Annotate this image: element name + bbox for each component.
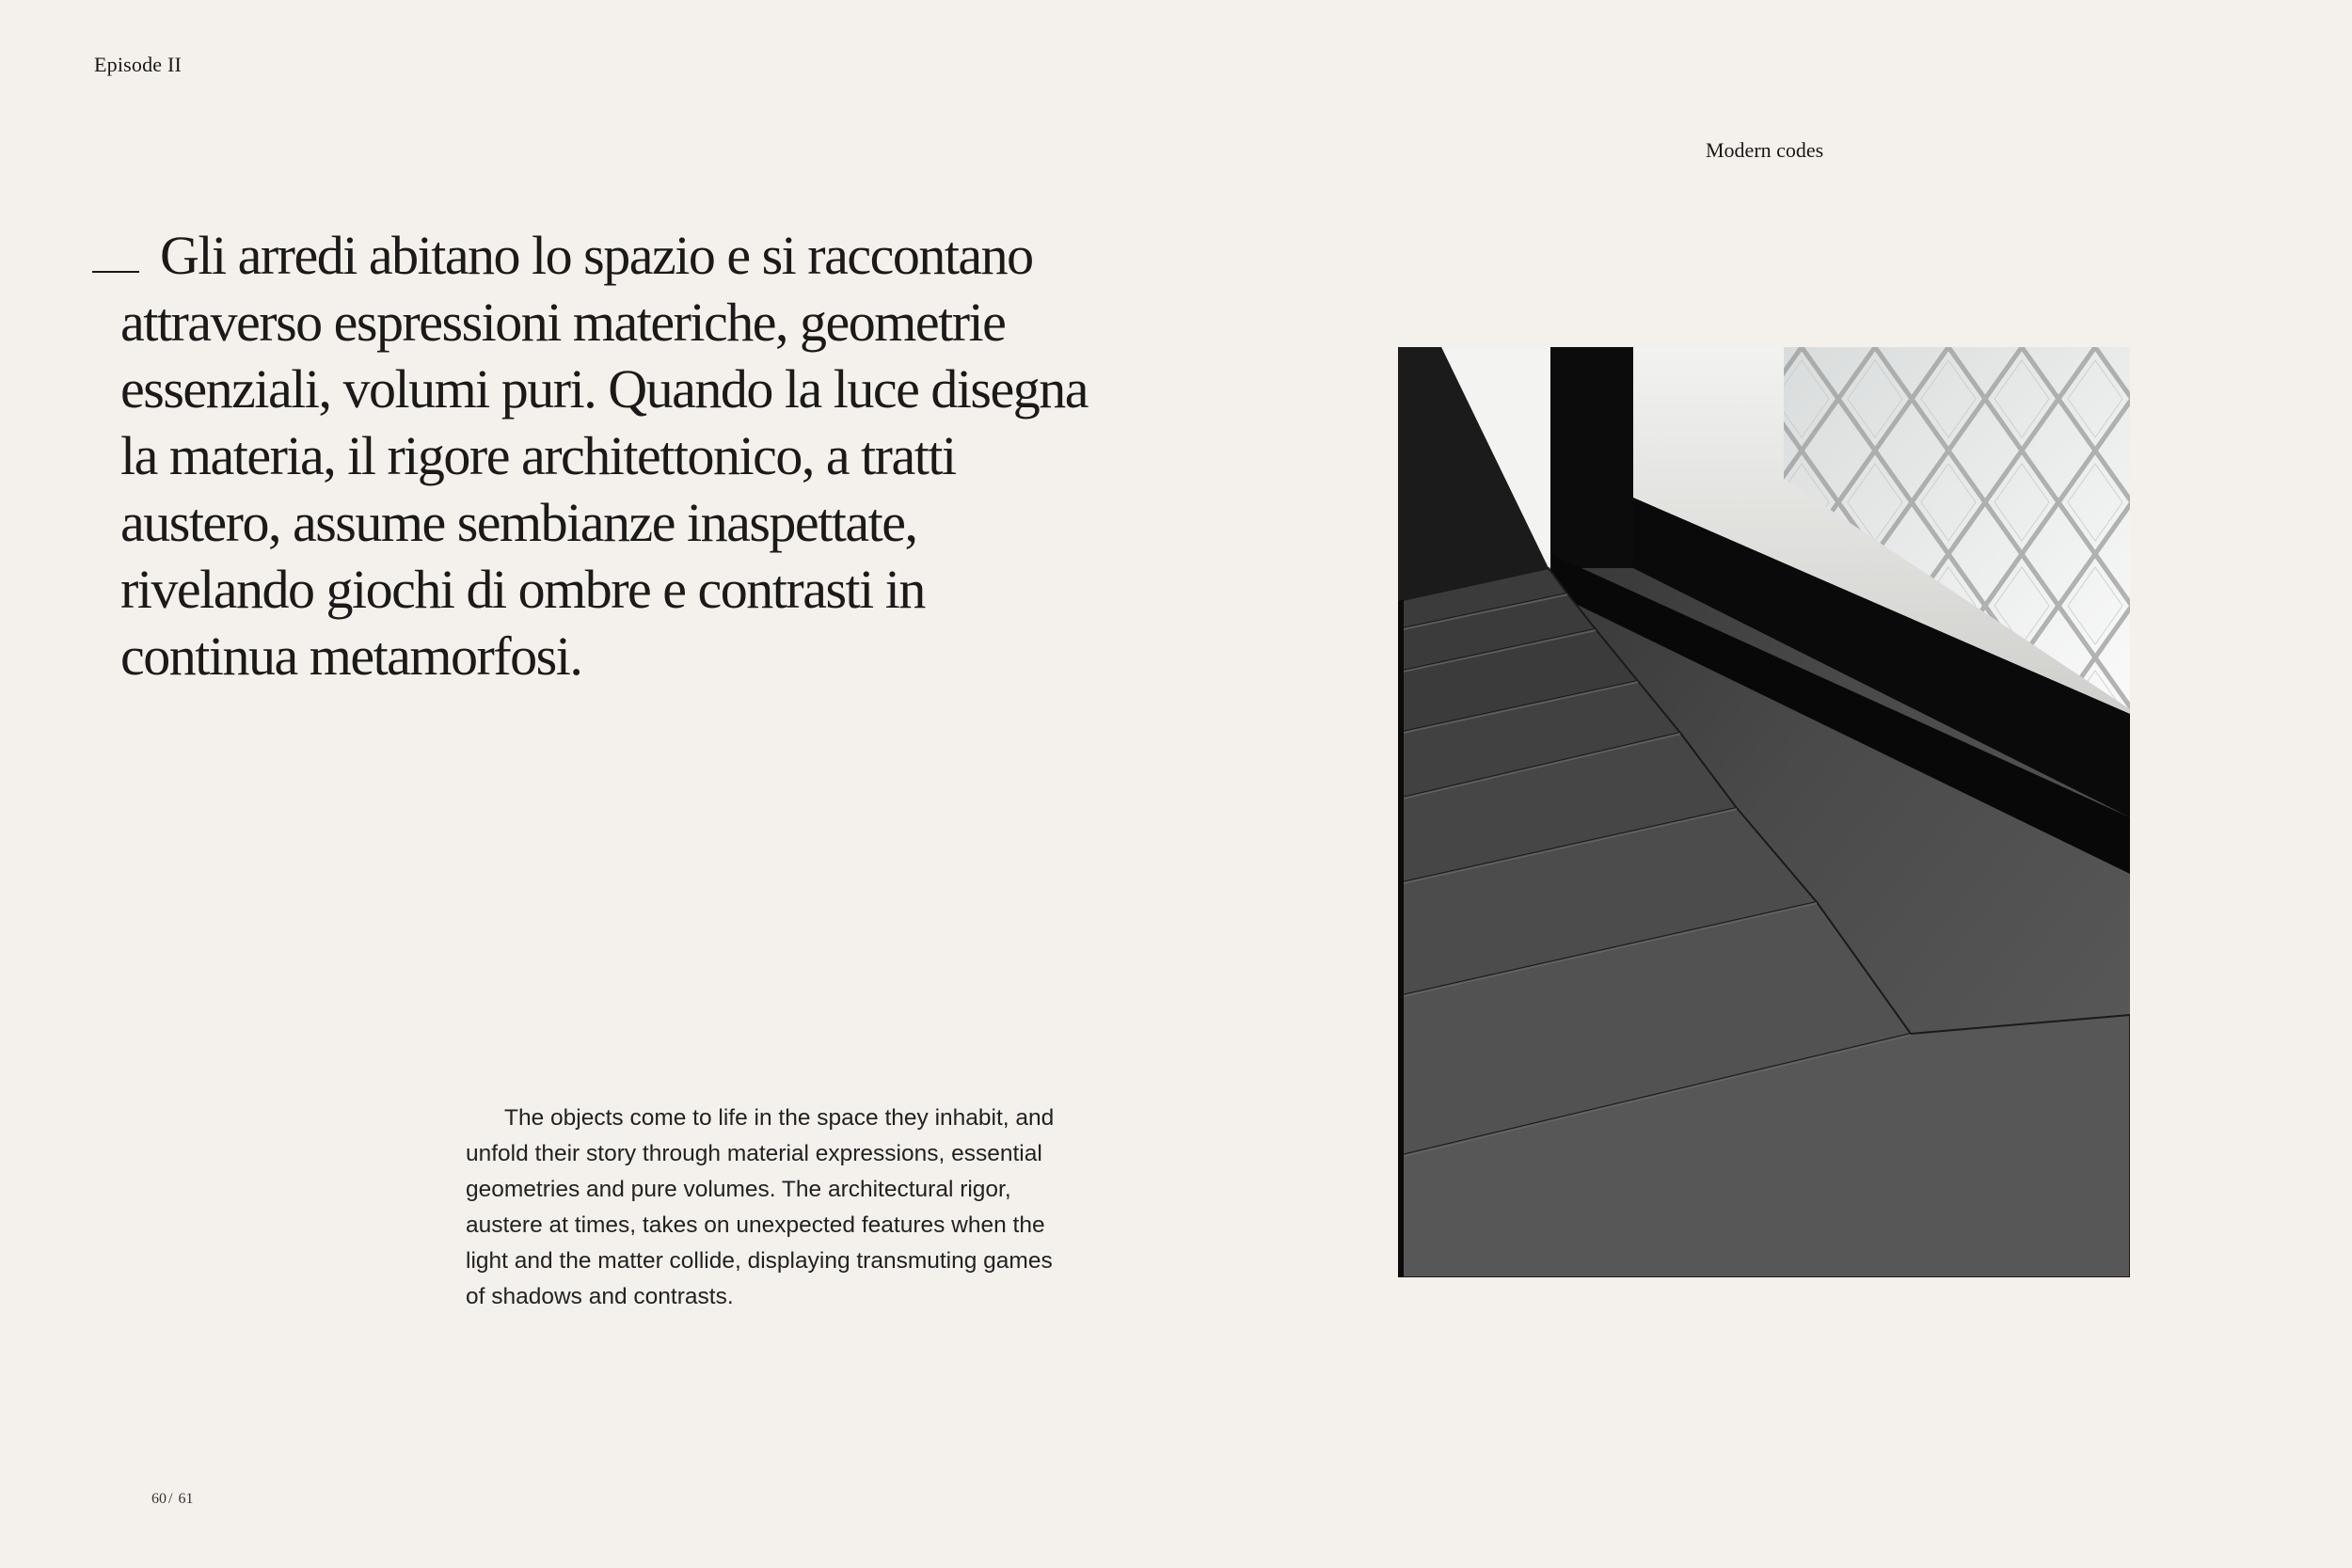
episode-label: Episode II: [94, 53, 183, 76]
page-number-left: 60: [151, 1491, 167, 1507]
page-separator: /: [168, 1491, 173, 1507]
section-label: Modern codes: [1706, 138, 1824, 162]
page-numbers: [151, 1491, 193, 1508]
pull-quote: Gli arredi abitano lo spazio e si raccontano attraverso espressioni materiche, geometrie essenziali, volumi puri. Quando la luce disegna la materia, il rigore architettonico, a tratti austero, assume sembianze inaspettate, rivelando giochi di ombre e contrasti in continua metamorfosi.: [120, 225, 1088, 687]
staircase-photo: [1398, 347, 2130, 1277]
page-number-right: 61: [178, 1491, 194, 1507]
body-text-en: The objects come to life in the space they inhabit, and unfold their story through material expressions, essential geometries and pure volumes. The architectural rigor, austere at times, takes on unexpected features when the light and the matter collide, displaying transmuting games of shadows and contrasts.: [466, 1105, 1055, 1309]
